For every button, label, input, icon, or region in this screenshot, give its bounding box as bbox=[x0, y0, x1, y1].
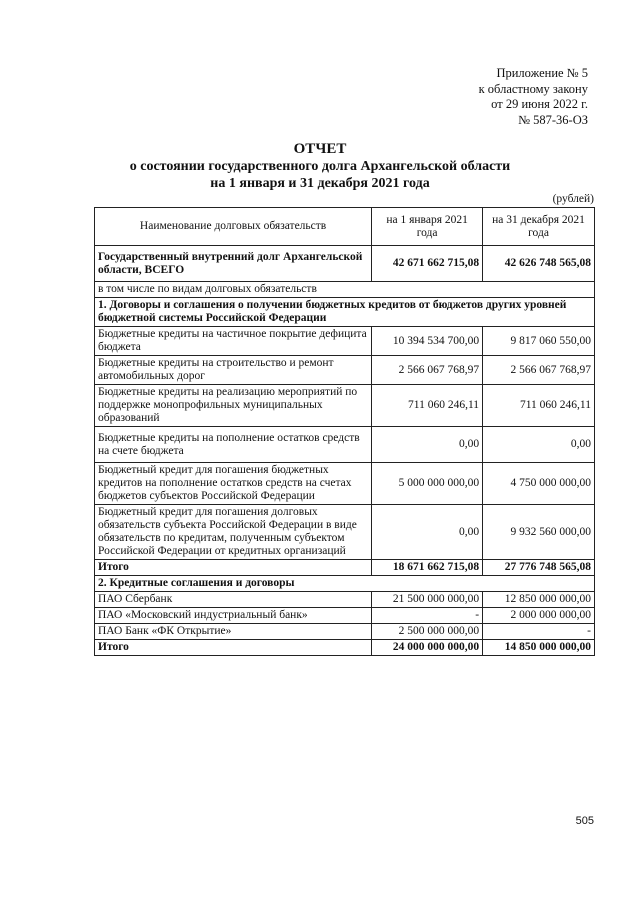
value-cell: 14 850 000 000,00 bbox=[483, 640, 595, 656]
value-cell: 0,00 bbox=[372, 427, 483, 463]
value-cell: 42 671 662 715,08 bbox=[372, 246, 483, 282]
value-cell: - bbox=[483, 624, 595, 640]
including-row bbox=[95, 282, 595, 298]
value-cell: 4 750 000 000,00 bbox=[483, 463, 595, 505]
value-cell: 12 850 000 000,00 bbox=[483, 592, 595, 608]
unit-label: (рублей) bbox=[552, 193, 594, 205]
row-name: Бюджетный кредит для погашения долговых обязательств субъекта Российской Федерации в виде обязательств по кредитам, полученным субъектом Российской Федерации от кредитных организаций bbox=[95, 505, 372, 560]
row-name: Бюджетные кредиты на реализацию мероприятий по поддержке монопрофильных муниципальных образований bbox=[95, 385, 372, 427]
value-cell: 9 817 060 550,00 bbox=[483, 327, 595, 356]
table-row bbox=[95, 385, 595, 427]
value-cell: 0,00 bbox=[372, 505, 483, 560]
header-cell: Наименование долговых обязательств bbox=[95, 208, 372, 246]
value-cell: 2 566 067 768,97 bbox=[372, 356, 483, 385]
row-name: Бюджетные кредиты на пополнение остатков средств на счете бюджета bbox=[95, 427, 372, 463]
value-cell: 711 060 246,11 bbox=[483, 385, 595, 427]
value-cell: 2 566 067 768,97 bbox=[483, 356, 595, 385]
value-cell: 711 060 246,11 bbox=[372, 385, 483, 427]
appendix-line: от 29 июня 2022 г. bbox=[491, 97, 588, 111]
table-row bbox=[95, 327, 595, 356]
appendix-line: № 587-36-ОЗ bbox=[518, 112, 588, 127]
table-row bbox=[95, 624, 595, 640]
table-row bbox=[95, 463, 595, 505]
appendix-line: к областному закону bbox=[478, 81, 588, 96]
row-name: Государственный внутренний долг Архангельской области, ВСЕГО bbox=[95, 246, 372, 282]
debt-table bbox=[94, 207, 595, 656]
table-row bbox=[95, 505, 595, 560]
value-cell: 27 776 748 565,08 bbox=[483, 560, 595, 576]
section-heading-row bbox=[95, 298, 595, 327]
header-cell: на 31 декабря 2021 года bbox=[483, 208, 595, 246]
title-line: о состоянии государственного долга Архангельской области bbox=[129, 159, 511, 174]
row-name: Бюджетный кредит для погашения бюджетных кредитов на пополнение остатков средств на счетах бюджетов субъектов Российской Федерации bbox=[95, 463, 372, 505]
row-name: Итого bbox=[95, 640, 372, 656]
page-number: 505 bbox=[575, 815, 594, 827]
subtotal-row bbox=[95, 640, 595, 656]
title-line: ОТЧЕТ bbox=[293, 141, 347, 157]
row-name: ПАО Банк «ФК Открытие» bbox=[95, 624, 372, 640]
appendix-block bbox=[479, 66, 588, 128]
header-row bbox=[95, 208, 595, 246]
row-name: Бюджетные кредиты на строительство и ремонт автомобильных дорог bbox=[95, 356, 372, 385]
value-cell: 9 932 560 000,00 bbox=[483, 505, 595, 560]
row-name: Бюджетные кредиты на частичное покрытие дефицита бюджета bbox=[95, 327, 372, 356]
value-cell: - bbox=[372, 608, 483, 624]
value-cell: 10 394 534 700,00 bbox=[372, 327, 483, 356]
table-row bbox=[95, 592, 595, 608]
including-label: в том числе по видам долговых обязательств bbox=[95, 282, 595, 298]
section-heading: 2. Кредитные соглашения и договоры bbox=[95, 576, 595, 592]
section-heading-row bbox=[95, 576, 595, 592]
table-row bbox=[95, 427, 595, 463]
value-cell: 21 500 000 000,00 bbox=[372, 592, 483, 608]
row-name: ПАО «Московский индустриальный банк» bbox=[95, 608, 372, 624]
value-cell: 18 671 662 715,08 bbox=[372, 560, 483, 576]
row-name: ПАО Сбербанк bbox=[95, 592, 372, 608]
appendix-line: Приложение № 5 bbox=[496, 66, 588, 80]
value-cell: 5 000 000 000,00 bbox=[372, 463, 483, 505]
value-cell: 0,00 bbox=[483, 427, 595, 463]
table-row bbox=[95, 356, 595, 385]
row-name: Итого bbox=[95, 560, 372, 576]
section-heading: 1. Договоры и соглашения о получении бюджетных кредитов от бюджетов других уровней бюджетной системы Российской Федерации bbox=[95, 298, 595, 327]
subtotal-row bbox=[95, 560, 595, 576]
table-row bbox=[95, 608, 595, 624]
value-cell: 2 000 000 000,00 bbox=[483, 608, 595, 624]
value-cell: 24 000 000 000,00 bbox=[372, 640, 483, 656]
title-line: на 1 января и 31 декабря 2021 года bbox=[210, 176, 430, 191]
header-cell: на 1 января 2021 года bbox=[372, 208, 483, 246]
report-title bbox=[0, 140, 640, 192]
value-cell: 42 626 748 565,08 bbox=[483, 246, 595, 282]
total-debt-row bbox=[95, 246, 595, 282]
value-cell: 2 500 000 000,00 bbox=[372, 624, 483, 640]
